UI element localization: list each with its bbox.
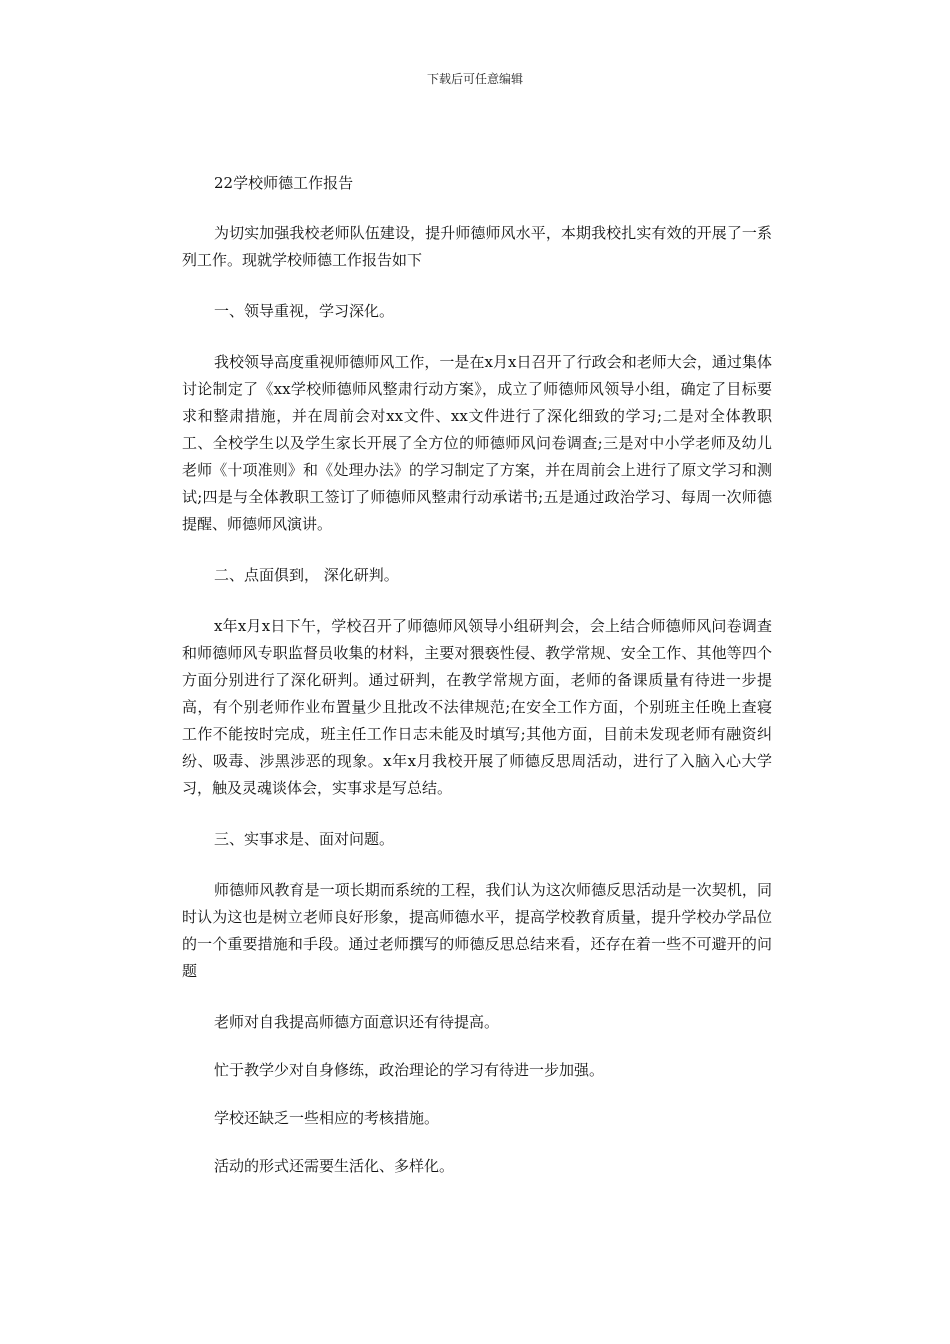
issue-item: 老师对自我提高师德方面意识还有待提高。 (214, 1013, 500, 1031)
issue-item: 学校还缺乏一些相应的考核措施。 (214, 1109, 440, 1127)
section-body-1: 我校领导高度重视师德师风工作，一是在x月x日召开了行政会和老师大会，通过集体讨论制定了《xx学校师德师风整肃行动方案》，成立了师德师风领导小组，确定了目标要求和整肃措施，并在周前会对xx文件、xx文件进行了深化细致的学习;二是对全体教职工、全校学生以及学生家长开展了全方位的师德师风问卷调查;三是对中小学老师及幼儿老师《十项准则》和《处理办法》的学习制定了方案，并在周前会上进行了原文学习和测试;四是与全体教职工签订了师德师风整肃行动承诺书;五是通过政治学习、每周一次师德提醒、师德师风演讲。 (182, 353, 772, 533)
intro-paragraph: 为切实加强我校老师队伍建设，提升师德师风水平，本期我校扎实有效的开展了一系列工作。现就学校师德工作报告如下 (182, 224, 772, 269)
section-body-3: 师德师风教育是一项长期而系统的工程，我们认为这次师德反思活动是一次契机，同时认为这也是树立老师良好形象，提高师德水平，提高学校教育质量，提升学校办学品位的一个重要措施和手段。通过老师撰写的师德反思总结来看，还存在着一些不可避开的问题 (182, 881, 772, 980)
section-body-2: x年x月x日下午，学校召开了师德师风领导小组研判会，会上结合师德师风问卷调查和师德师风专职监督员收集的材料，主要对猥亵性侵、教学常规、安全工作、其他等四个方面分别进行了深化研判。通过研判，在教学常规方面，老师的备课质量有待进一步提高，有个别老师作业布置量少且批改不法律规范;在安全工作方面，个别班主任晚上查寝工作不能按时完成，班主任工作日志未能及时填写;其他方面，目前未发现老师有融资纠纷、吸毒、涉黑涉恶的现象。x年x月我校开展了师德反思周活动，进行了入脑入心大学习，触及灵魂谈体会，实事求是写总结。 (182, 617, 772, 797)
document-title: 22学校师德工作报告 (214, 174, 354, 192)
document-body (182, 170, 772, 1201)
section-heading-3: 三、实事求是、面对问题。 (214, 830, 395, 848)
download-note: 下载后可任意编辑 (426, 72, 523, 86)
section-heading-2: 二、点面俱到， 深化研判。 (214, 566, 399, 584)
issue-item: 活动的形式还需要生活化、多样化。 (214, 1157, 455, 1175)
section-heading-1: 一、领导重视，学习深化。 (214, 302, 395, 320)
issue-item: 忙于教学少对自身修练，政治理论的学习有待进一步加强。 (214, 1061, 605, 1079)
